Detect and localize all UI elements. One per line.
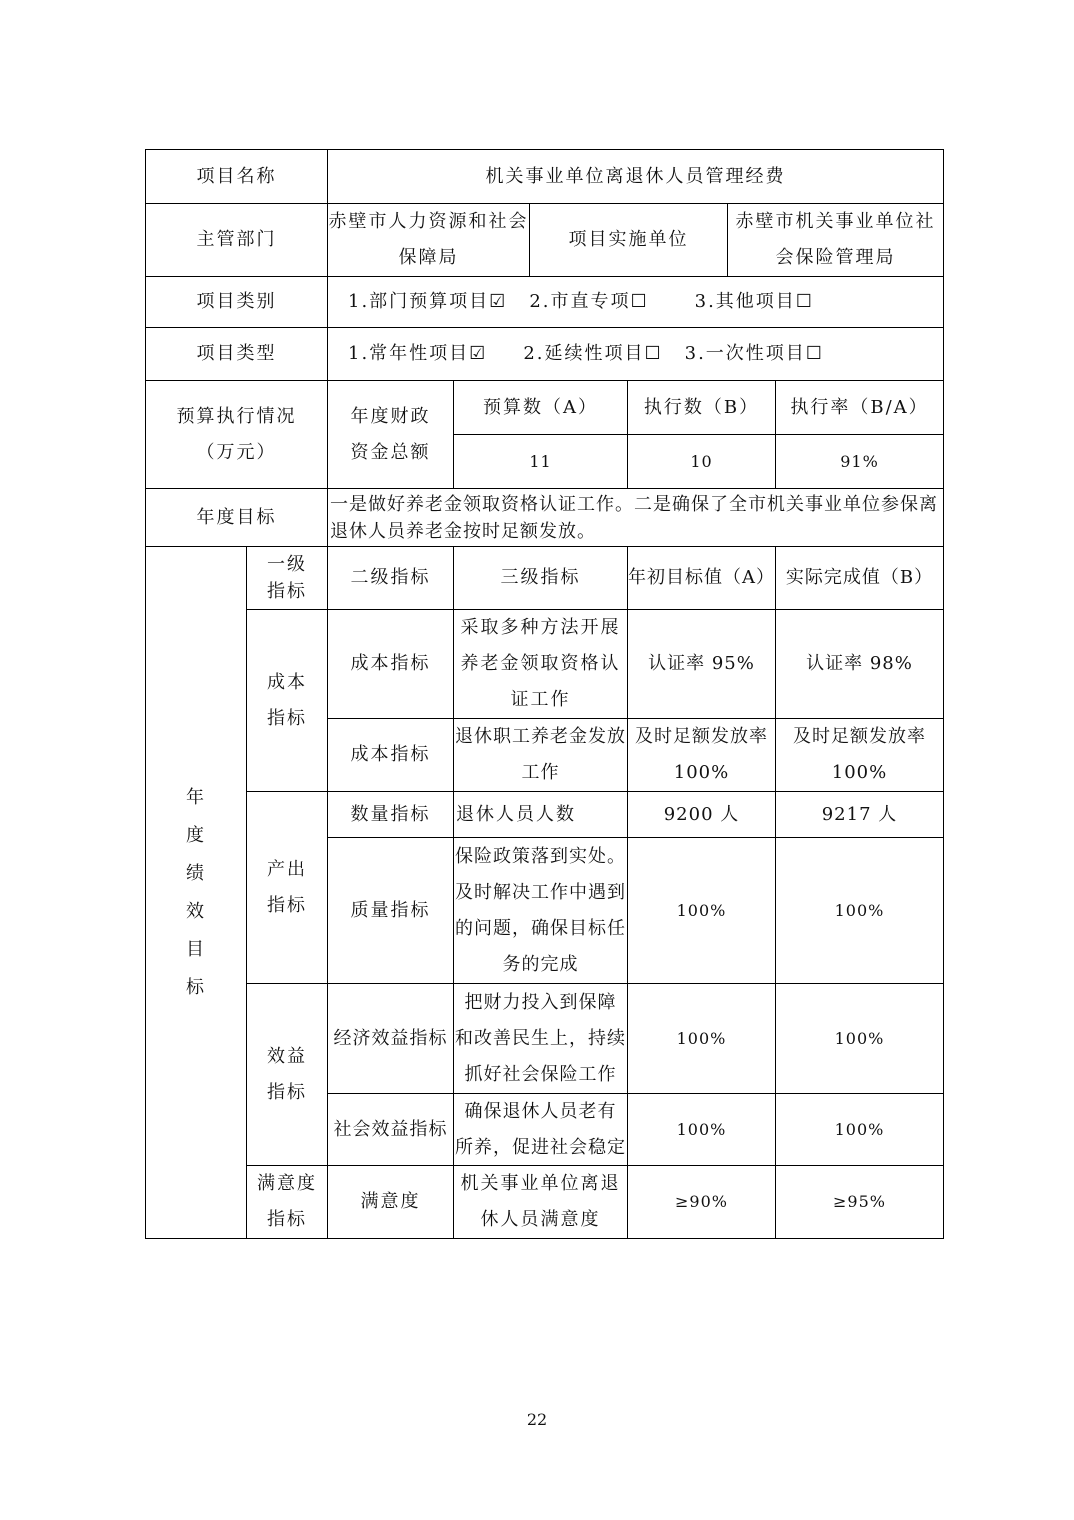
budget-label-line: （万元） xyxy=(196,441,277,463)
row-actual-text: 及时足额发放率 xyxy=(793,726,926,747)
row-level3-line: 确保退休人员老有 xyxy=(464,1100,617,1122)
fund-label xyxy=(328,381,453,488)
group-benefit xyxy=(247,984,327,1165)
row-actual xyxy=(776,1094,943,1165)
budget-rate-value xyxy=(776,435,943,488)
header-level1 xyxy=(247,547,327,609)
category-label xyxy=(146,277,327,327)
row-target xyxy=(628,792,775,837)
row-target xyxy=(628,838,775,983)
row-target xyxy=(628,984,775,1093)
group-benefit-line: 指标 xyxy=(267,1081,307,1103)
group-output xyxy=(247,792,327,983)
header-level1-line: 一级 xyxy=(267,554,307,575)
performance-goal-char: 目 xyxy=(186,938,206,960)
budget-col-b-text: 执行数（B） xyxy=(643,396,760,418)
impl-value-line: 赤壁市机关事业单位社 xyxy=(735,211,936,232)
group-output-line: 产出 xyxy=(267,858,307,880)
row-target-text: 及时足额发放率 xyxy=(635,726,768,747)
row-level3-line: 及时解决工作中遇到 xyxy=(455,881,626,903)
goal-label xyxy=(146,489,327,546)
project-name-value xyxy=(328,150,943,203)
row-level3-line: 休人员满意度 xyxy=(480,1209,601,1230)
row-level3-line: 退休职工养老金发放 xyxy=(455,726,626,747)
row-actual xyxy=(776,610,943,718)
row-actual xyxy=(776,838,943,983)
goal-text-line: 一是做好养老金领取资格认证工作。二是确保了全市机关事业单位参保离 xyxy=(330,493,938,515)
row-level2-text: 社会效益指标 xyxy=(333,1118,448,1140)
row-actual-text: 认证率 98% xyxy=(806,653,913,674)
goal-text xyxy=(328,489,943,546)
header-level1-line: 指标 xyxy=(267,581,307,602)
performance-goal-label xyxy=(146,547,246,1238)
header-level2 xyxy=(328,547,453,609)
row-target-text: 9200 人 xyxy=(663,803,740,825)
row-level3-line: 养老金领取资格认 xyxy=(460,653,621,674)
row-level3-line: 工作 xyxy=(521,762,560,783)
budget-label-line: 预算执行情况 xyxy=(176,405,297,427)
row-level3-line: 抓好社会保险工作 xyxy=(464,1063,617,1085)
row-level3 xyxy=(454,792,627,837)
table-border xyxy=(943,149,944,1239)
row-level2 xyxy=(328,610,453,718)
group-benefit-line: 效益 xyxy=(267,1045,307,1067)
row-level3 xyxy=(454,1094,627,1165)
row-actual-text: 9217 人 xyxy=(821,803,898,825)
row-target-text: 100% xyxy=(676,1119,727,1139)
row-target xyxy=(628,1166,775,1238)
type-label xyxy=(146,328,327,380)
row-level2 xyxy=(328,792,453,837)
row-level3 xyxy=(454,838,627,983)
group-output-line: 指标 xyxy=(267,894,307,916)
budget-a-text: 11 xyxy=(529,451,552,471)
header-level3-text: 三级指标 xyxy=(500,567,581,588)
row-actual-text: ≥95% xyxy=(833,1192,886,1211)
budget-label xyxy=(146,381,327,488)
page-number: 22 xyxy=(526,1410,548,1429)
row-level3-line: 所养，促进社会稳定 xyxy=(455,1136,626,1158)
row-actual-text: 100% xyxy=(834,900,885,920)
header-actual xyxy=(776,547,943,609)
row-actual-text: 100% xyxy=(834,1028,885,1048)
row-level3 xyxy=(454,610,627,718)
impl-value-line: 会保险管理局 xyxy=(775,247,896,268)
header-target xyxy=(628,547,775,609)
budget-col-b xyxy=(628,381,775,434)
row-level3-line: 证工作 xyxy=(510,689,571,710)
row-actual xyxy=(776,1166,943,1238)
header-level2-text: 二级指标 xyxy=(350,567,431,588)
row-level2 xyxy=(328,1094,453,1165)
impl-label xyxy=(530,204,727,276)
row-level3-line: 的问题，确保目标任 xyxy=(455,917,626,939)
dept-label-text: 主管部门 xyxy=(196,229,277,250)
group-cost-line: 成本 xyxy=(267,671,307,693)
group-cost-line: 指标 xyxy=(267,707,307,729)
performance-goal-char: 效 xyxy=(186,900,206,922)
category-label-text: 项目类别 xyxy=(196,291,277,312)
row-level2-text: 数量指标 xyxy=(350,803,431,825)
row-level2-text: 满意度 xyxy=(360,1191,421,1212)
row-actual xyxy=(776,719,943,791)
group-satisfaction-line: 指标 xyxy=(267,1209,307,1230)
row-level2-text: 质量指标 xyxy=(350,899,431,921)
performance-goal-char: 标 xyxy=(186,976,206,998)
row-actual xyxy=(776,984,943,1093)
row-level3 xyxy=(454,984,627,1093)
impl-label-text: 项目实施单位 xyxy=(568,229,689,250)
type-label-text: 项目类型 xyxy=(196,343,277,364)
row-actual-text: 100% xyxy=(831,762,888,783)
row-level3-line: 退休人员人数 xyxy=(456,803,576,825)
row-target-text: ≥90% xyxy=(675,1192,728,1211)
group-satisfaction xyxy=(247,1166,327,1238)
budget-col-rate xyxy=(776,381,943,434)
budget-col-a-text: 预算数（A） xyxy=(483,396,598,418)
fund-label-line: 年度财政 xyxy=(350,405,431,427)
category-options xyxy=(328,277,943,327)
category-option-other: 3.其他项目☐ xyxy=(694,291,814,312)
row-level2-text: 成本指标 xyxy=(350,653,431,674)
type-options xyxy=(328,328,943,380)
row-level3-line: 采取多种方法开展 xyxy=(460,617,621,638)
goal-text-line: 退休人员养老金按时足额发放。 xyxy=(330,520,596,542)
project-name-label-text: 项目名称 xyxy=(196,165,277,187)
row-level2 xyxy=(328,1166,453,1238)
performance-goal-char: 绩 xyxy=(186,862,206,884)
project-name-value-text: 机关事业单位离退休人员管理经费 xyxy=(485,165,786,187)
impl-value xyxy=(728,204,943,276)
row-target-text: 100% xyxy=(676,900,727,920)
performance-goal-char: 年 xyxy=(186,786,206,808)
dept-value xyxy=(328,204,529,276)
row-level2 xyxy=(328,838,453,983)
category-option-city-special: 2.市直专项☐ xyxy=(529,291,649,312)
dept-value-line: 保障局 xyxy=(398,247,459,268)
row-target xyxy=(628,719,775,791)
row-target-text: 认证率 95% xyxy=(648,653,755,674)
type-option-recurring: 1.常年性项目☑ xyxy=(348,343,488,364)
budget-col-a xyxy=(454,381,627,434)
group-satisfaction-line: 满意度 xyxy=(257,1173,317,1194)
fund-label-line: 资金总额 xyxy=(350,441,431,463)
dept-label xyxy=(146,204,327,276)
budget-col-rate-text: 执行率（B/A） xyxy=(790,396,929,418)
budget-b-text: 10 xyxy=(690,451,713,471)
table-border xyxy=(145,1238,944,1239)
header-target-text: 年初目标值（A） xyxy=(628,567,775,588)
type-option-continuing: 2.延续性项目☐ xyxy=(523,343,663,364)
performance-goal-char: 度 xyxy=(186,824,206,846)
row-target-text: 100% xyxy=(673,762,730,783)
row-level3-line: 务的完成 xyxy=(502,953,579,975)
row-level2 xyxy=(328,984,453,1093)
project-name-label xyxy=(146,150,327,203)
budget-a-value xyxy=(454,435,627,488)
row-target xyxy=(628,1094,775,1165)
row-level2-text: 经济效益指标 xyxy=(333,1027,448,1049)
row-level2-text: 成本指标 xyxy=(350,744,431,765)
dept-value-line: 赤壁市人力资源和社会 xyxy=(328,211,529,232)
goal-label-text: 年度目标 xyxy=(196,506,277,528)
row-level3-line: 机关事业单位离退 xyxy=(460,1173,621,1194)
row-actual-text: 100% xyxy=(834,1119,885,1139)
row-level2 xyxy=(328,719,453,791)
header-level3 xyxy=(454,547,627,609)
row-target-text: 100% xyxy=(676,1028,727,1048)
budget-b-value xyxy=(628,435,775,488)
row-level3-line: 把财力投入到保障 xyxy=(464,991,617,1013)
category-option-dept-budget: 1.部门预算项目☑ xyxy=(348,291,508,312)
row-level3 xyxy=(454,1166,627,1238)
budget-rate-text: 91% xyxy=(840,451,879,471)
header-actual-text: 实际完成值（B） xyxy=(785,567,934,588)
row-level3 xyxy=(454,719,627,791)
type-option-one-time: 3.一次性项目☐ xyxy=(684,343,824,364)
row-target xyxy=(628,610,775,718)
row-actual xyxy=(776,792,943,837)
row-level3-line: 保险政策落到实处。 xyxy=(455,845,626,867)
group-cost xyxy=(247,610,327,791)
row-level3-line: 和改善民生上，持续 xyxy=(455,1027,626,1049)
